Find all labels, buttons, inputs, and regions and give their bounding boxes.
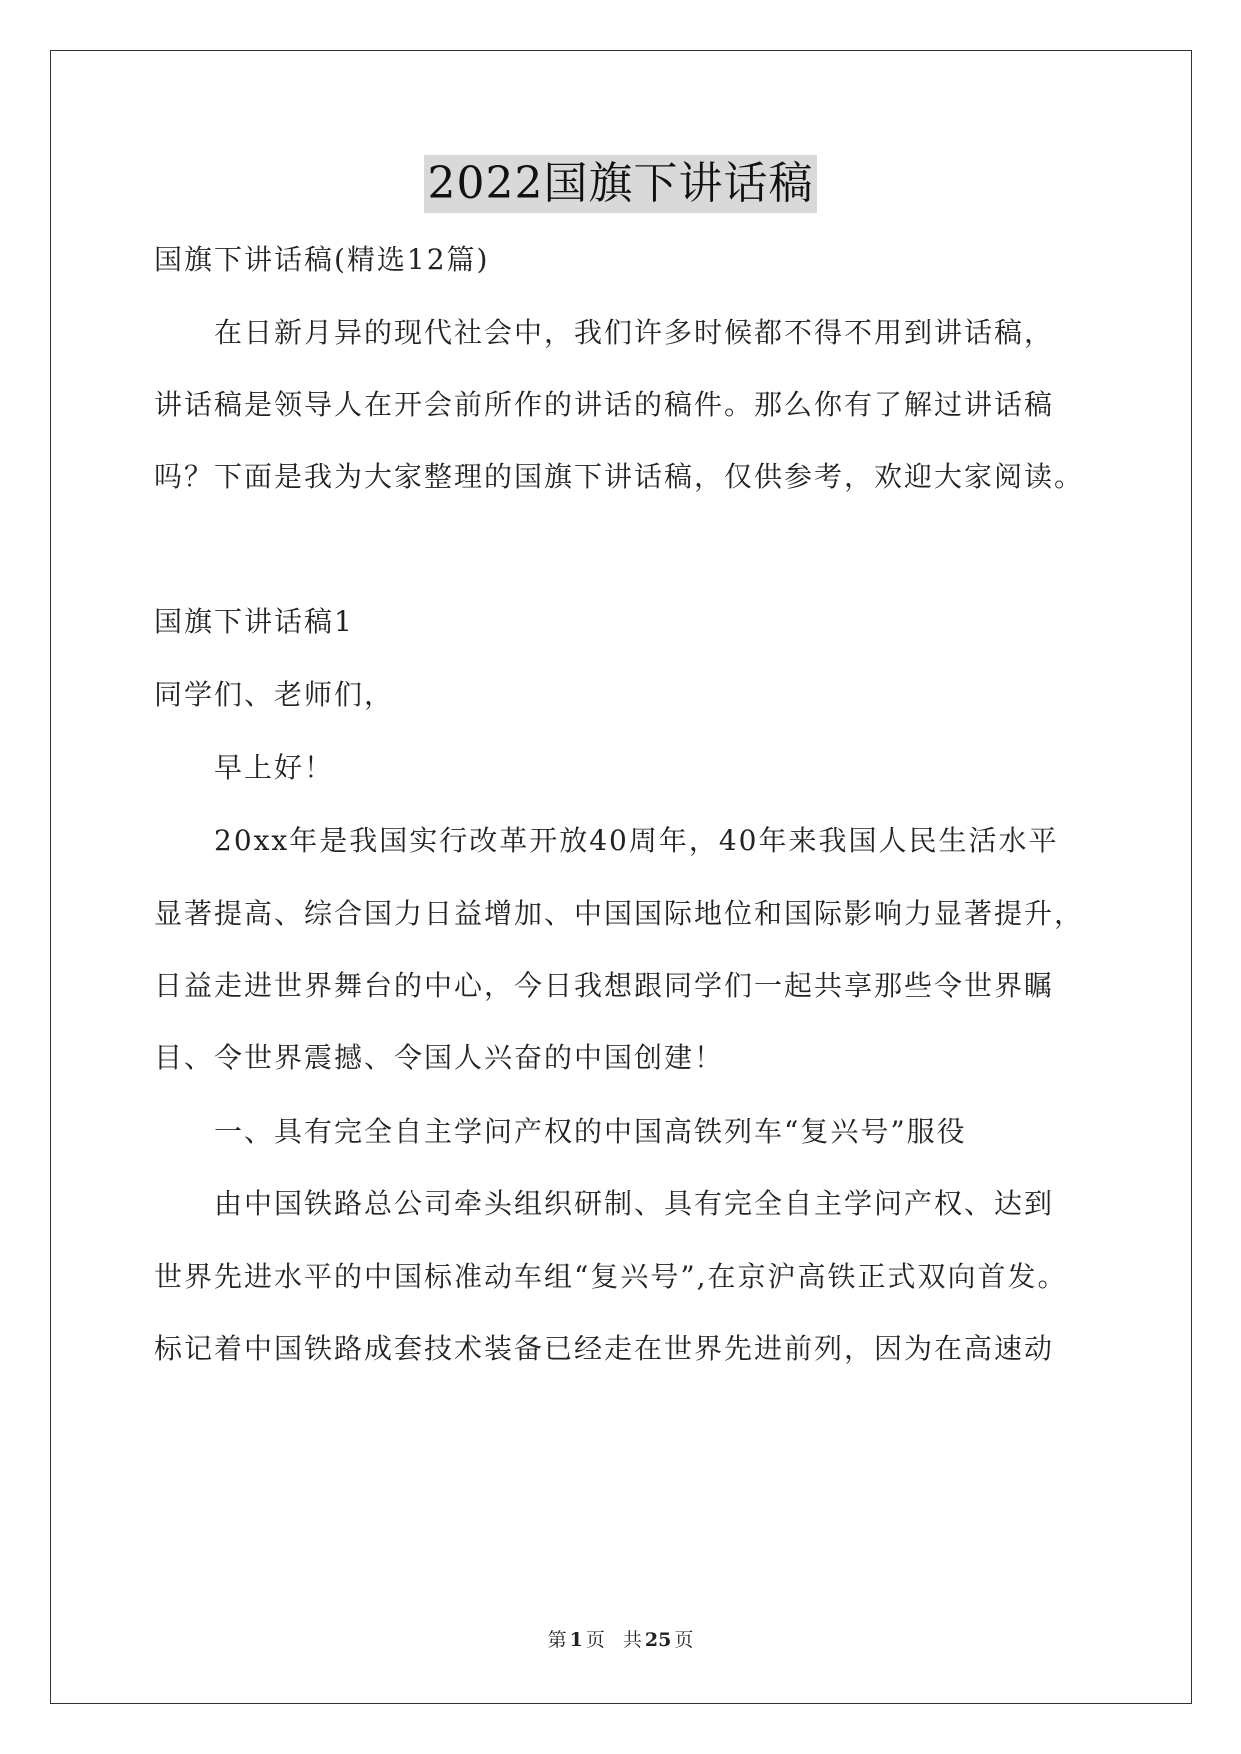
paragraph-line: 世界先进水平的中国标准动车组“复兴号”,在京沪高铁正式双向首发。: [154, 1260, 1068, 1293]
paragraph-line: 显著提高、综合国力日益增加、中国国际地位和国际影响力显著提升，: [154, 897, 1085, 930]
intro-line: 讲话稿是领导人在开会前所作的讲话的稿件。那么你有了解过讲话稿: [154, 388, 1055, 421]
document-title: 2022国旗下讲话稿: [424, 155, 818, 213]
title-container: [0, 155, 1241, 213]
paragraph-line: 由中国铁路总公司牵头组织研制、具有完全自主学问产权、达到: [214, 1187, 1055, 1220]
page-footer: [0, 1627, 1241, 1653]
page-suffix: 页: [585, 1629, 605, 1651]
document-subtitle: 国旗下讲话稿(精选12篇): [154, 243, 490, 276]
intro-line: 在日新月异的现代社会中，我们许多时候都不得不用到讲话稿，: [214, 316, 1055, 349]
page-border: [50, 50, 1192, 1704]
salutation: 同学们、老师们，: [154, 678, 395, 711]
intro-line: 吗？下面是我为大家整理的国旗下讲话稿，仅供参考，欢迎大家阅读。: [154, 460, 1085, 493]
total-prefix: 共: [622, 1629, 642, 1651]
total-page-count: 25: [644, 1629, 672, 1651]
paragraph-line: 20xx年是我国实行改革开放40周年，40年来我国人民生活水平: [214, 824, 1059, 857]
section-heading: 国旗下讲话稿1: [154, 605, 354, 638]
greeting: 早上好！: [214, 751, 335, 784]
total-suffix: 页: [674, 1629, 694, 1651]
page-prefix: 第: [547, 1629, 567, 1651]
current-page-number: 1: [569, 1629, 583, 1651]
paragraph-line: 标记着中国铁路成套技术装备已经走在世界先进前列，因为在高速动: [154, 1332, 1055, 1365]
paragraph-line: 目、令世界震撼、令国人兴奋的中国创建！: [154, 1041, 725, 1074]
paragraph-line: 日益走进世界舞台的中心，今日我想跟同学们一起共享那些令世界瞩: [154, 969, 1055, 1002]
point-heading: 一、具有完全自主学问产权的中国高铁列车“复兴号”服役: [214, 1115, 967, 1148]
